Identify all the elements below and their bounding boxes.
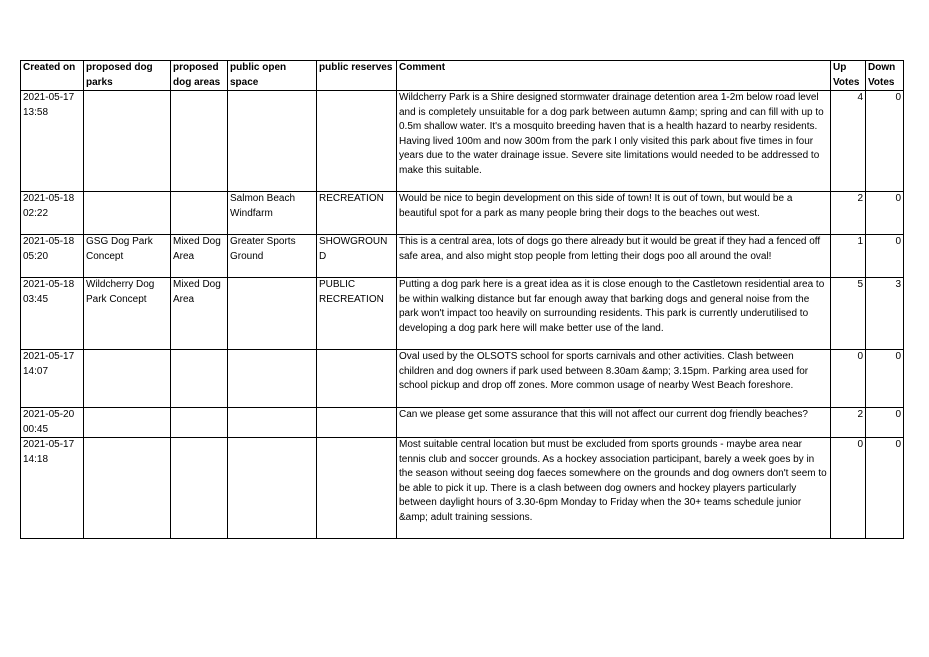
cell-down-votes: 0 [866,350,904,408]
cell-proposed-dog-parks [84,408,171,438]
header-public-reserves: public reserves [317,61,397,91]
cell-up-votes: 1 [831,235,866,278]
cell-public-reserves [317,408,397,438]
cell-down-votes: 0 [866,438,904,539]
cell-comment: This is a central area, lots of dogs go there already but it would be great if they had a fenced off safe area, and also might stop people from letting their dogs poo all around the oval! [397,235,831,278]
cell-created-on: 2021-05-17 13:58 [21,91,84,192]
cell-public-open-space [228,438,317,539]
cell-down-votes: 0 [866,408,904,438]
header-up-votes: Up Votes [831,61,866,91]
table-row [21,350,904,408]
header-public-open-space: public open space [228,61,317,91]
cell-proposed-dog-areas [171,438,228,539]
cell-comment: Would be nice to begin development on this side of town! It is out of town, but would be a beautiful spot for a park as many people bring their dogs to the beaches out west. [397,192,831,235]
cell-up-votes: 0 [831,438,866,539]
cell-comment: Putting a dog park here is a great idea as it is close enough to the Castletown residential area to be within walking distance but far enough away that barking dogs and general noise from the park won't impact too heavily on surrounding residents. This park is currently underutilised to developing a dog park here will make better use of the land. [397,278,831,350]
cell-created-on: 2021-05-18 03:45 [21,278,84,350]
cell-down-votes: 0 [866,91,904,192]
cell-comment: Can we please get some assurance that this will not affect our current dog friendly beaches? [397,408,831,438]
table-row [21,91,904,192]
cell-public-reserves: SHOWGROUND [317,235,397,278]
cell-created-on: 2021-05-17 14:07 [21,350,84,408]
cell-proposed-dog-parks [84,192,171,235]
header-proposed-dog-areas: proposed dog areas [171,61,228,91]
cell-down-votes: 3 [866,278,904,350]
cell-public-open-space: Salmon Beach Windfarm [228,192,317,235]
cell-created-on: 2021-05-18 02:22 [21,192,84,235]
cell-proposed-dog-areas [171,408,228,438]
cell-down-votes: 0 [866,192,904,235]
cell-up-votes: 4 [831,91,866,192]
comments-table [20,60,904,539]
cell-proposed-dog-areas: Mixed Dog Area [171,235,228,278]
cell-proposed-dog-parks: GSG Dog Park Concept [84,235,171,278]
cell-proposed-dog-areas [171,91,228,192]
table-row [21,235,904,278]
cell-comment: Oval used by the OLSOTS school for sports carnivals and other activities. Clash between children and dog owners if park used between 8.30am &amp; 3.15pm. Parking area used for school pickup and drop off zones. More common usage of nearby West Beach foreshore. [397,350,831,408]
cell-proposed-dog-areas [171,192,228,235]
cell-public-open-space: Greater Sports Ground [228,235,317,278]
cell-up-votes: 0 [831,350,866,408]
cell-public-open-space [228,408,317,438]
table-row [21,278,904,350]
cell-public-reserves: PUBLIC RECREATION [317,278,397,350]
cell-proposed-dog-parks [84,350,171,408]
cell-up-votes: 5 [831,278,866,350]
header-proposed-dog-parks: proposed dog parks [84,61,171,91]
cell-public-reserves [317,438,397,539]
cell-comment: Wildcherry Park is a Shire designed stormwater drainage detention area 1-2m below road level and is completely unsuitable for a dog park between autumn &amp; spring and can fill with up to 0.5m shallow water. It's a mosquito breeding haven that is a health hazard to nearby residents. Having lived 100m and now 300m from the park I only visited this park about five times in four years due to the water drainage issue. Severe site limitations would needed to be addressed to make this suitable. [397,91,831,192]
cell-comment: Most suitable central location but must be excluded from sports grounds - maybe area near tennis club and soccer grounds. As a hockey association participant, barely a week goes by in the season without seeing dog faeces somewhere on the grounds and dog owners don't seem to be able to pick it up. There is a clash between dog owners and hockey players particularly between daylight hours of 3.30-6pm Monday to Friday when the 30+ teams schedule junior &amp; adult training sessions. [397,438,831,539]
cell-proposed-dog-areas [171,350,228,408]
cell-proposed-dog-parks: Wildcherry Dog Park Concept [84,278,171,350]
table-header-row [21,61,904,91]
table-row [21,192,904,235]
cell-created-on: 2021-05-18 05:20 [21,235,84,278]
header-comment: Comment [397,61,831,91]
cell-public-open-space [228,350,317,408]
cell-created-on: 2021-05-17 14:18 [21,438,84,539]
table-row [21,408,904,438]
cell-public-open-space [228,91,317,192]
cell-proposed-dog-areas: Mixed Dog Area [171,278,228,350]
header-created-on: Created on [21,61,84,91]
header-down-votes: Down Votes [866,61,904,91]
cell-public-reserves: RECREATION [317,192,397,235]
cell-public-open-space [228,278,317,350]
cell-proposed-dog-parks [84,91,171,192]
table-row [21,438,904,539]
cell-public-reserves [317,350,397,408]
cell-up-votes: 2 [831,192,866,235]
cell-up-votes: 2 [831,408,866,438]
cell-created-on: 2021-05-20 00:45 [21,408,84,438]
cell-down-votes: 0 [866,235,904,278]
cell-proposed-dog-parks [84,438,171,539]
cell-public-reserves [317,91,397,192]
